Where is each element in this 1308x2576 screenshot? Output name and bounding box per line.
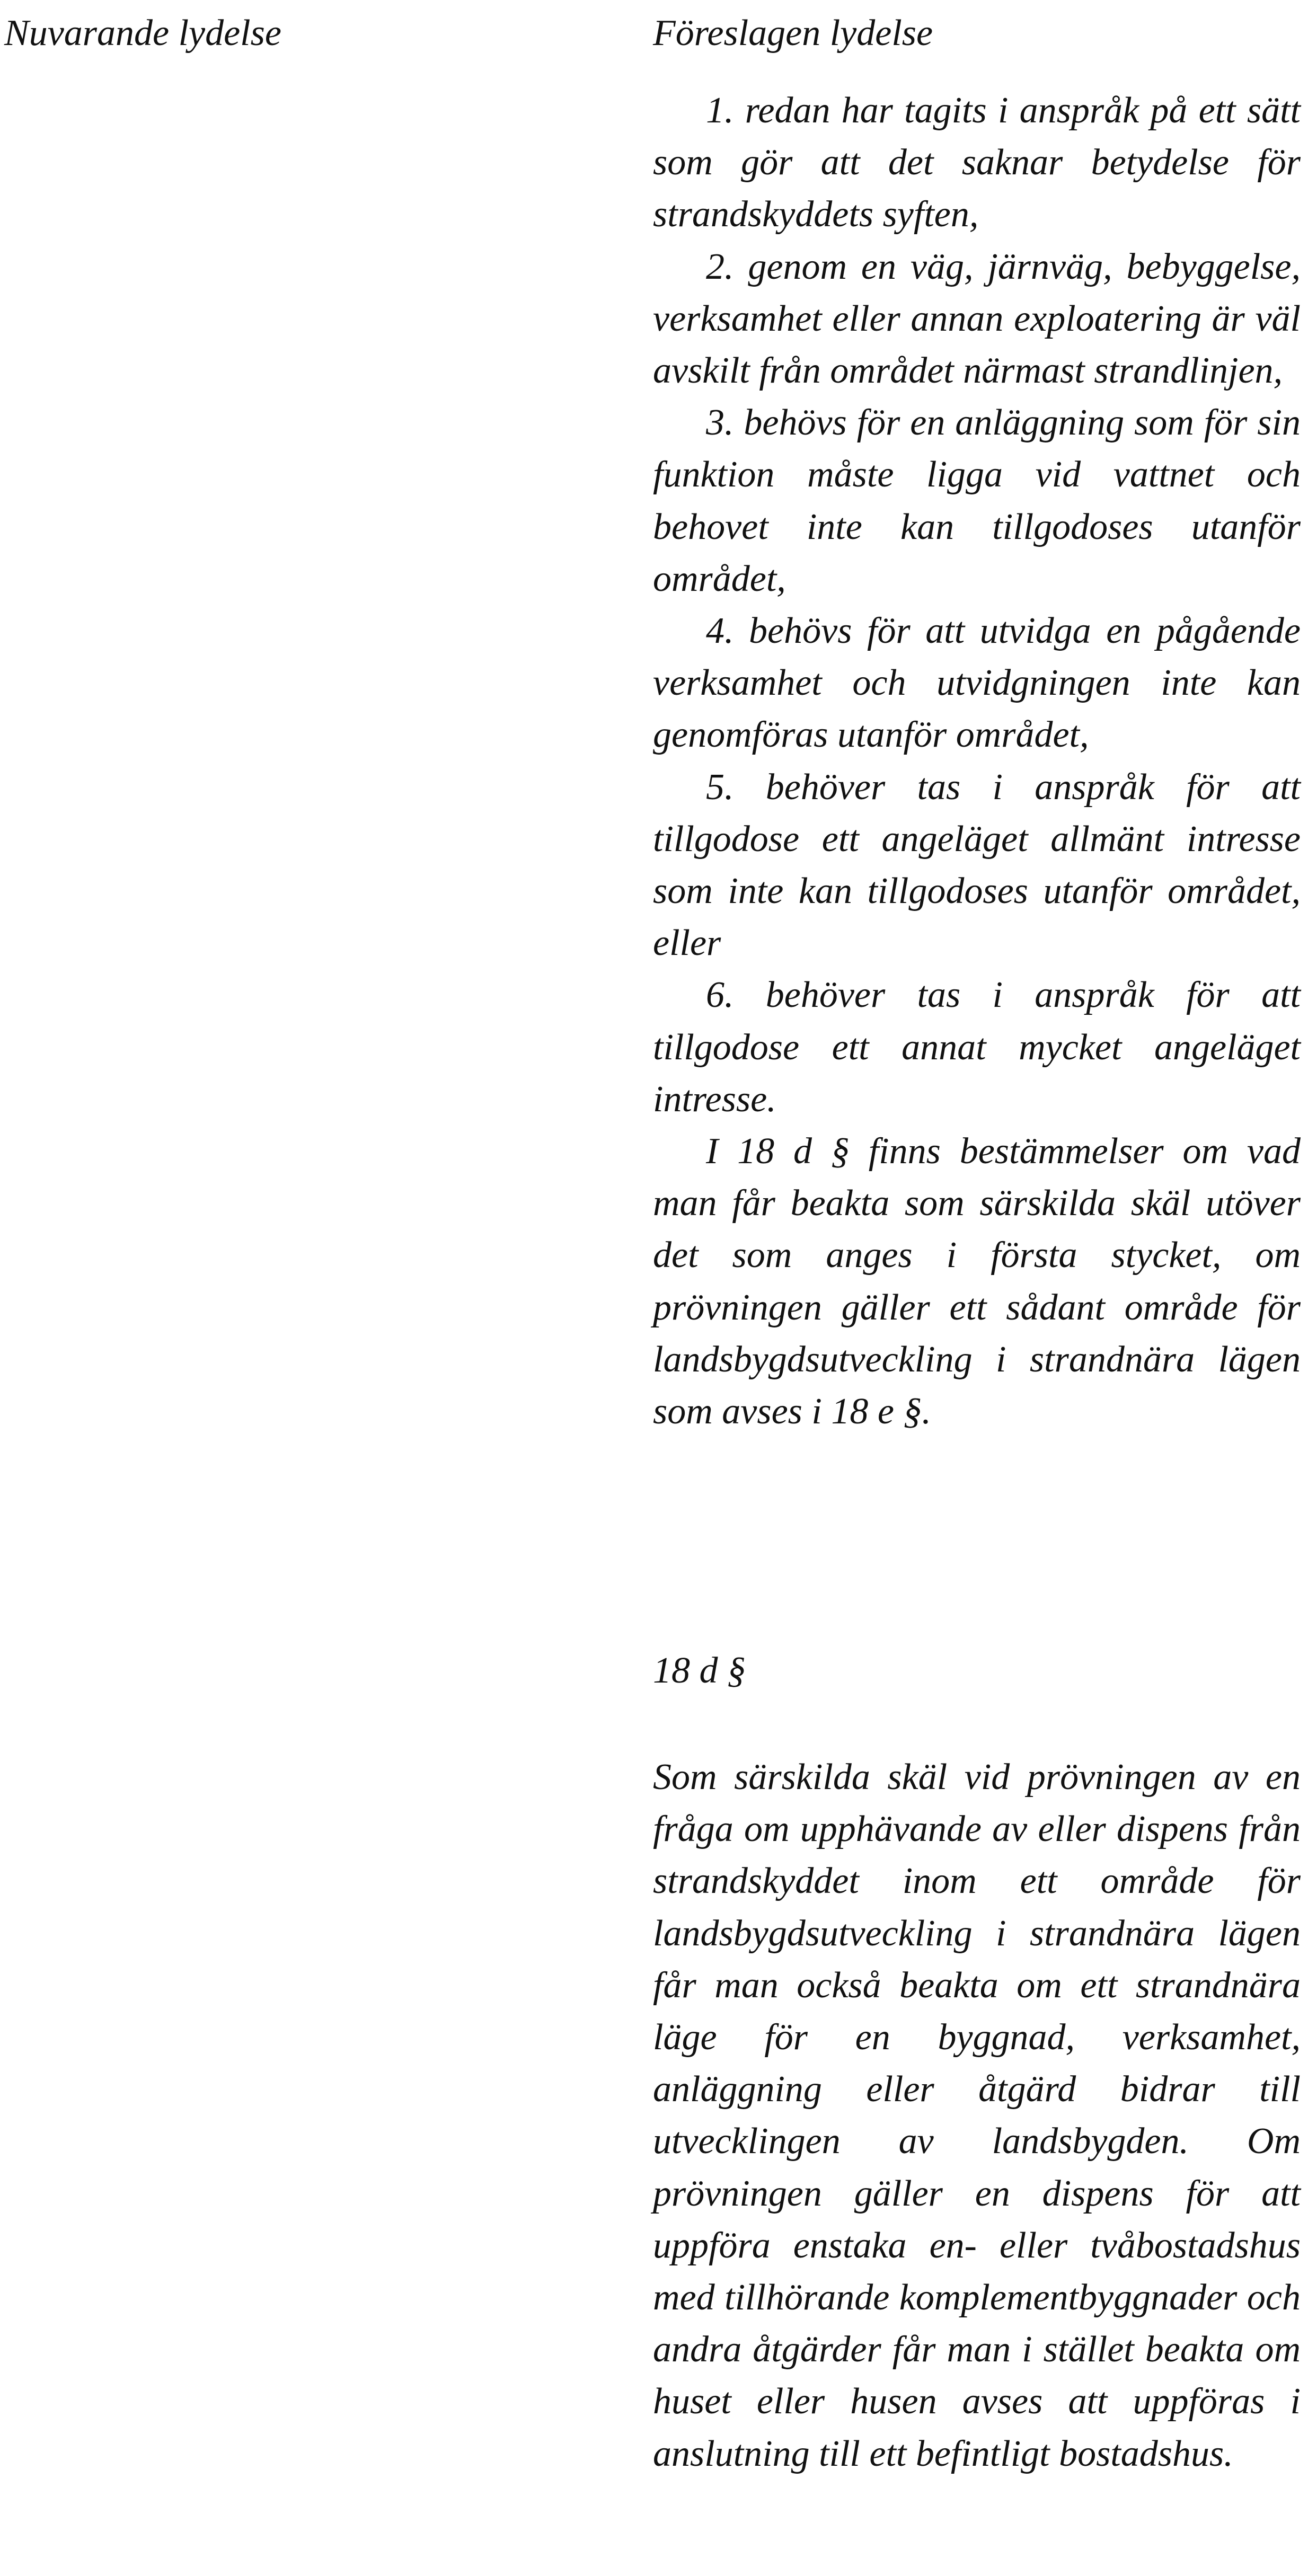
column-header-current: Nuvarande lydelse xyxy=(4,13,281,54)
list-item-3: 3. behövs för en anläggning som för sin funktion måste ligga vid vattnet och behovet inte kan tillgodoses utanför området, xyxy=(653,402,1301,599)
list-item-5: 5. behöver tas i anspråk för att tillgodose ett angeläget allmänt intresse som inte kan tillgodoses utanför området, eller xyxy=(653,766,1301,964)
column-header-proposed: Föreslagen lydelse xyxy=(653,13,933,54)
section-paragraph: Som särskilda skäl vid prövningen av en fråga om upphävande av eller dispens från strandskyddet inom ett område för landsbygdsutveckling i strandnära lägen får man också beakta om ett strandnära läge för en byggnad, verksamhet, anläggning eller åtgärd bidrar till utvecklingen av landsbygden. Om prövningen gäller en dispens för att uppföra enstaka en- eller tvåbostadshus med tillhörande komplementbyggnader och andra åtgärder får man i stället beakta om huset eller husen avses att uppföras i anslutning till ett befintligt bostadshus. xyxy=(653,1757,1301,2474)
list-item-1: 1. redan har tagits i anspråk på ett sätt som gör att det saknar betydelse för strandskyddets syften, xyxy=(653,90,1301,235)
proposed-text-block xyxy=(653,85,1301,1438)
list-item-6: 6. behöver tas i anspråk för att tillgodose ett annat mycket angeläget intresse. xyxy=(653,975,1301,1120)
list-item-4: 4. behövs för att utvidga en pågående verksamhet och utvidgningen inte kan genomföras utanför området, xyxy=(653,610,1301,756)
section-body xyxy=(653,1751,1301,2480)
reference-paragraph: I 18 d § finns bestämmelser om vad man får beakta som särskilda skäl utöver det som anges i första stycket, om prövningen gäller ett sådant område för landsbygdsutveckling i strandnära lägen som avses i 18 e §. xyxy=(653,1131,1301,1432)
section-heading: 18 d § xyxy=(653,1650,746,1691)
list-item-2: 2. genom en väg, järnväg, bebyggelse, verksamhet eller annan exploatering är väl avskilt från området närmast strandlinjen, xyxy=(653,246,1301,392)
